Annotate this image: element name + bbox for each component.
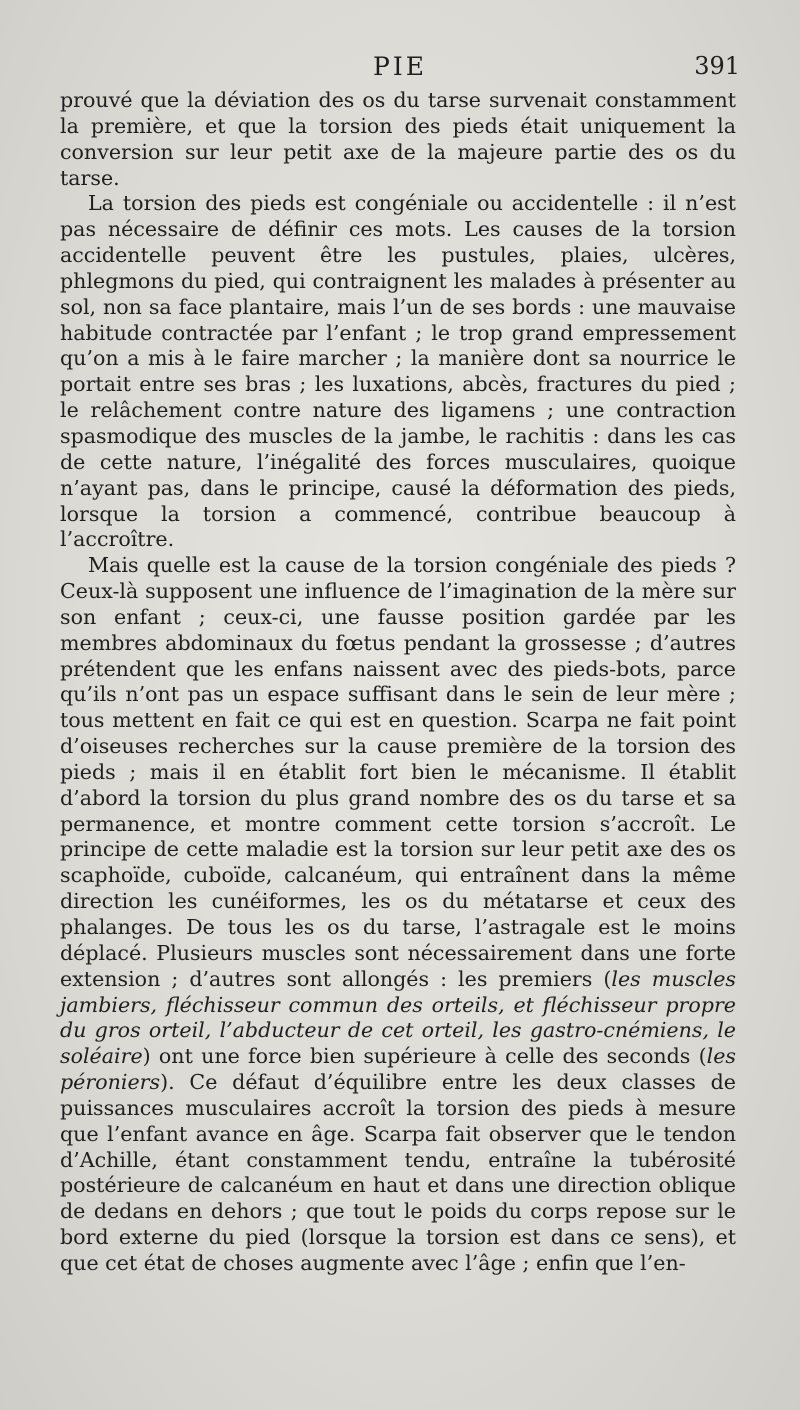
paragraph-text: La torsion des pieds est congéniale ou accidentelle : il n’est pas nécessaire de définir ces mots. Les causes de la torsion accidentelle peuvent être les pustules, plaies, ulcères, phlegmons du pied, qui contraignent les malades à présenter au sol, non sa face plantaire, mais l’un de ses bords : une mauvaise habitude contractée par l’enfant ; le trop grand empressement qu’on a mis à le faire marcher ; la manière dont sa nourrice le portait entre ses bras ; les luxations, abcès, fractures du pied ; le relâchement contre nature des ligamens ; une contraction spasmodique des muscles de la jambe, le rachitis : dans les cas de cette nature, l’inégalité des forces musculaires, quoique n’ayant pas, dans le principe, causé la déformation des pieds, lorsque la torsion a commencé, contribue beaucoup à l’accroître. [60, 191, 736, 552]
page-header [60, 52, 740, 88]
paragraph-text: Mais quelle est la cause de la torsion congéniale des pieds ? Ceux-là supposent une influence de l’imagination de la mère sur son enfant ; ceux-ci, une fausse position gardée par les membres abdominaux du fœtus pendant la grossesse ; d’autres prétendent que les enfans naissent avec des pieds-bots, parce qu’ils n’ont pas un espace suffisant dans le sein de leur mère ; tous mettent en fait ce qui est en question. Scarpa ne fait point d’oiseuses recherches sur la cause première de la torsion des pieds ; mais il en établit fort bien le mécanisme. Il établit d’abord la torsion du plus grand nombre des os du tarse et sa permanence, et montre comment cette torsion s’accroît. Le principe de cette maladie est la torsion sur leur petit axe des os scaphoïde, cuboïde, calcanéum, qui entraînent dans la même direction les cunéiformes, les os du métatarse et ceux des phalanges. De tous les os du tarse, l’astragale est le moins déplacé. Plusieurs muscles sont nécessairement dans une forte extension ; d’autres sont allongés : les premiers ( [60, 553, 736, 991]
paragraph [60, 191, 736, 553]
page-number: 391 [694, 52, 740, 80]
paragraph-text: ). Ce défaut d’équilibre entre les deux classes de puissances musculaires accroît la torsion des pieds à mesure que l’enfant avance en âge. Scarpa fait observer que le tendon d’Achille, étant constamment tendu, entraîne la tubérosité postérieure de calcanéum en haut et dans une direction oblique de dedans en dehors ; que tout le poids du corps repose sur le bord externe du pied (lorsque la torsion est dans ce sens), et que cet état de choses augmente avec l’âge ; enfin que l’en- [60, 1070, 736, 1275]
body-text [60, 88, 736, 1277]
paragraph-text: ) ont une force bien supérieure à celle des seconds ( [142, 1044, 707, 1069]
paragraph [60, 553, 736, 1277]
running-title: PIE [373, 52, 427, 81]
paragraph-text: prouvé que la déviation des os du tarse survenait constamment la première, et que la torsion des pieds était uniquement la conversion sur leur petit axe de la majeure partie des os du tarse. [60, 88, 736, 190]
italic-text: les muscles jambiers, fléchisseur commun des orteils, et fléchisseur propre du gros orteil, l’abducteur de cet orteil, les gastro-cnémiens, le soléaire [60, 966, 736, 1069]
italic-text: les péroniers [60, 1044, 736, 1095]
paragraph [60, 88, 736, 191]
